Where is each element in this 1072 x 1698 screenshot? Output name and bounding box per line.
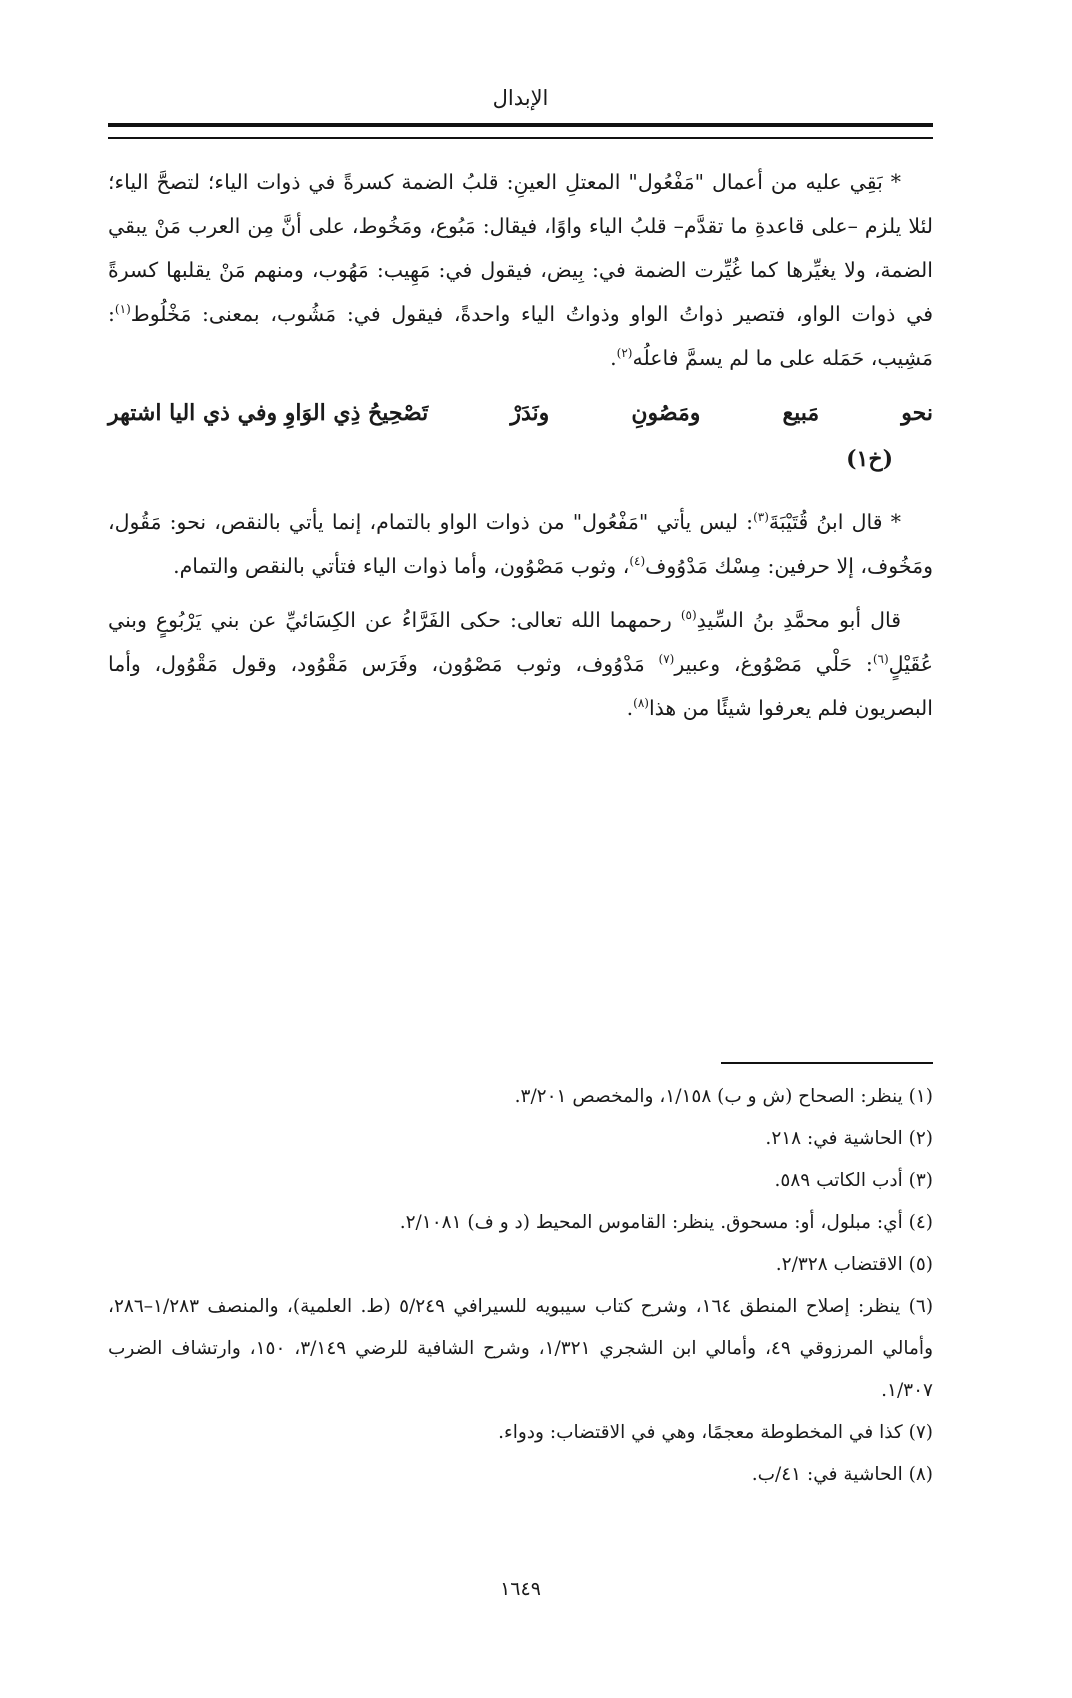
body-text — [108, 160, 933, 740]
text-run: : مَشِيب، حَمَله على ما لم يسمَّ فاعلُه — [108, 302, 933, 370]
verse-code: (خ١) — [846, 446, 893, 472]
footnote-3: (٣) أدب الكاتب ٥٨٩. — [774, 1170, 933, 1191]
text-run: * بَقِي عليه من أعمال "مَفْعُول" المعتلِ العينِ: قلبُ الضمة كسرةً في ذوات الياء؛ لتصحَّ الياء؛ لئلا يلزم –على قاعدةِ ما تقدَّم– قلبُ الياء واوًا، فيقال: مَبُوع، ومَخُوط، على أنَّ مِن العرب مَنْ يبقي الضمة، ولا يغيِّرها كما غُيِّرت الضمة في: بِيض، فيقول في: مَهِيب: مَهُوب، ومنهم مَنْ يقلبها كسرةً في ذوات الواو، فتصير ذواتُ الواو وذواتُ الياء واحدةً، فيقول في: مَشُوب، بمعنى: مَخْلُوط — [108, 170, 933, 326]
verse — [108, 390, 933, 482]
paragraph-1 — [108, 160, 933, 380]
verse-word-1: نحو — [901, 400, 933, 426]
footnote-5: (٥) الاقتضاب ٢/٣٢٨. — [775, 1254, 933, 1275]
footnote-rule — [721, 1062, 933, 1064]
footnote-4: (٤) أي: مبلول، أو: مسحوق. ينظر: القاموس المحيط (د و ف) ٢/١٠٨١. — [399, 1212, 933, 1233]
footnote-8: (٨) الحاشية في: ٤١/ب. — [751, 1464, 933, 1485]
footnotes — [108, 1076, 933, 1496]
page — [108, 0, 933, 1698]
footnote-ref-5: (٥) — [680, 608, 697, 623]
verse-word-3: ومَصُونِ — [631, 400, 701, 426]
header-rule-thin — [108, 137, 933, 139]
verse-line — [108, 390, 933, 436]
text-run: رحمهما الله تعالى: حكى الفَرَّاءُ عن الكِسَائيِّ عن بني يَرْبُوعٍ وبني عُقَيْلٍ — [108, 608, 933, 676]
footnote-2: (٢) الحاشية في: ٢١٨. — [765, 1128, 933, 1149]
text-run: : حَلْي مَصْوُوغ، وعبير — [674, 652, 873, 676]
running-head: الإبدال — [492, 86, 549, 110]
verse-word-4: ونَدَرْ — [510, 400, 550, 426]
text-run: مَدْوُوف، وثوب مَصْوُون، وفَرَس مَقْوُود، وقول مَقْوُول، وأما البصريون فلم يعرفوا شيئًا من هذا — [108, 652, 933, 720]
text-run: * قال ابنُ قُتَيْبَةَ — [768, 510, 901, 534]
text-run: : ليس يأتي "مَفْعُول" من ذوات الواو بالتمام، إنما يأتي بالنقص، نحو: مَقُول، ومَخُوف، إلا حرفين: مِسْك مَدْوُوف — [108, 510, 933, 578]
footnote-ref-6: (٦) — [872, 652, 889, 667]
text-run: . — [626, 696, 634, 720]
paragraph-2 — [108, 500, 933, 588]
text-run: . — [610, 346, 617, 370]
header-rule-thick — [108, 123, 933, 127]
footnote-ref-4: (٤) — [629, 554, 646, 569]
footnote-ref-2: (٢) — [616, 346, 633, 361]
text-run: ، وثوب مَصْوُون، وأما ذوات الياء فتأتي بالنقص والتمام. — [173, 554, 630, 578]
footnote-ref-1: (١) — [114, 302, 131, 317]
footnote-ref-8: (٨) — [633, 696, 649, 711]
footnote-ref-7: (٧) — [658, 652, 675, 667]
footnote-ref-3: (٣) — [753, 510, 769, 525]
verse-word-2: مَبيع — [782, 400, 820, 426]
text-run: قال أبو محمَّدِ بنُ السِّيدِ — [696, 608, 902, 632]
footnote-7: (٧) كذا في المخطوطة معجمًا، وهي في الاقتضاب: ودواء. — [498, 1422, 933, 1443]
page-number: ١٦٤٩ — [500, 1578, 541, 1600]
footnote-1: (١) ينظر: الصحاح (ش و ب) ١/١٥٨، والمخصص ٣/٢٠١. — [514, 1086, 933, 1107]
paragraph-3 — [108, 598, 933, 730]
verse-hemistich-2: تَصْحِيحُ ذِي الوَاوِ وفي ذي اليا اشتهر — [108, 400, 429, 426]
footnote-6: (٦) ينظر: إصلاح المنطق ١٦٤، وشرح كتاب سيبويه للسيرافي ٥/٢٤٩ (ط. العلمية)، والمنصف ١/٢٨٣–٢٨٦، وأمالي المرزوقي ٤٩، وأمالي ابن الشجري ١/٣٢١، وشرح الشافية للرضي ٣/١٤٩، ١٥٠، وارتشاف الضرب ١/٣٠٧. — [108, 1296, 934, 1401]
